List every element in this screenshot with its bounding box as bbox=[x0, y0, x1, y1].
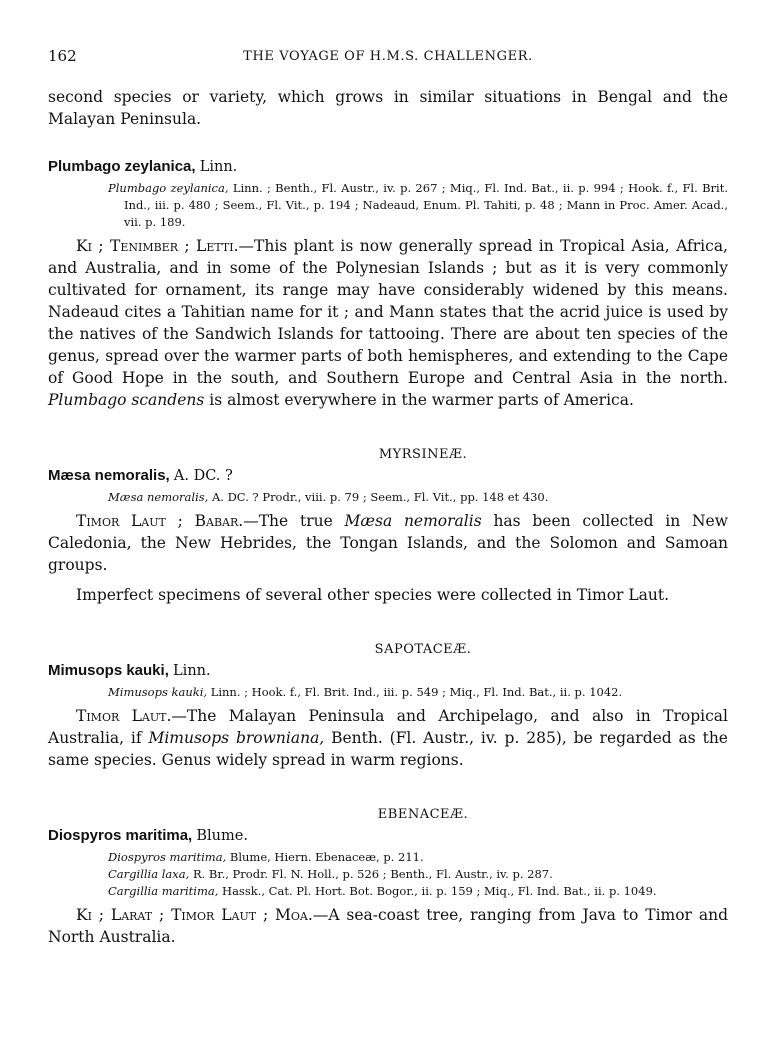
reference-line: Mimusops kauki, Linn. ; Hook. f., Fl. Brit. Ind., iii. p. 549 ; Miq., Fl. Ind. Bat., ii. p. 1042. bbox=[108, 685, 623, 699]
species-author: A. DC. ? bbox=[173, 468, 233, 484]
species-name: Diospyros maritima, bbox=[48, 827, 193, 844]
running-title: THE VOYAGE OF H.M.S. CHALLENGER. bbox=[243, 49, 533, 64]
references-maesa bbox=[108, 489, 728, 506]
species-heading-diospyros bbox=[48, 825, 728, 847]
reference-line: Mæsa nemoralis, A. DC. ? Prodr., viii. p. 79 ; Seem., Fl. Vit., pp. 148 et 430. bbox=[108, 490, 549, 504]
species-paragraph-mimusops: Timor Laut.—The Malayan Peninsula and Archipelago, and also in Tropical Australia, if Mimusops browniana, Benth. (Fl. Austr., iv. p. 285), be regarded as the same species. Genus widely spread in warm regions. bbox=[48, 707, 728, 769]
page-number: 162 bbox=[48, 47, 77, 65]
species-paragraph-diospyros: Ki ; Larat ; Timor Laut ; Moa.—A sea-coast tree, ranging from Java to Timor and North Australia. bbox=[48, 906, 728, 946]
continued-paragraph: second species or variety, which grows in similar situations in Bengal and the Malayan Peninsula. bbox=[48, 88, 728, 128]
references-plumbago bbox=[108, 180, 728, 231]
species-name: Mæsa nemoralis, bbox=[48, 467, 170, 484]
localities: Ki ; Larat ; Timor Laut ; Moa. bbox=[76, 906, 313, 924]
species-author: Linn. bbox=[173, 663, 211, 679]
species-paragraph-maesa: Timor Laut ; Babar.—The true Mæsa nemoralis has been collected in New Caledonia, the New Hebrides, the Tongan Islands, and the Solomon and Samoan groups. bbox=[48, 512, 728, 574]
note-paragraph: Imperfect specimens of several other species were collected in Timor Laut. bbox=[76, 586, 670, 604]
localities: Ki ; Tenimber ; Letti. bbox=[76, 237, 239, 255]
references-mimusops bbox=[108, 684, 728, 701]
reference-line: Diospyros maritima, Blume, Hiern. Ebenaceæ, p. 211. bbox=[108, 850, 424, 864]
species-heading-maesa bbox=[48, 465, 728, 487]
references-diospyros bbox=[108, 849, 728, 900]
page-body bbox=[48, 86, 728, 948]
species-author: Linn. bbox=[199, 159, 238, 175]
species-name: Plumbago zeylanica, bbox=[48, 158, 196, 175]
localities: Timor Laut. bbox=[76, 707, 172, 725]
localities: Timor Laut ; Babar. bbox=[76, 512, 244, 530]
reference-line: Plumbago zeylanica, Linn. ; Benth., Fl. Austr., iv. p. 267 ; Miq., Fl. Ind. Bat., ii. p. 994 ; Hook. f., Fl. Brit. Ind., iii. p. 480 ; Seem., Fl. Vit., p. 194 ; Nadeaud, Enum. Pl. Tahiti, p. 48 ; Mann in Proc. Amer. Acad., vii. p. 189. bbox=[108, 181, 728, 229]
species-heading-plumbago bbox=[48, 156, 728, 178]
species-heading-mimusops bbox=[48, 660, 728, 682]
reference-line: Cargillia maritima, Hassk., Cat. Pl. Hort. Bot. Bogor., ii. p. 159 ; Miq., Fl. Ind. Bat., ii. p. 1049. bbox=[108, 884, 657, 898]
family-heading-myrsineae: MYRSINEÆ. bbox=[378, 447, 468, 462]
species-author: Blume. bbox=[196, 828, 248, 844]
family-heading-ebenaceae: EBENACEÆ. bbox=[377, 807, 469, 822]
reference-line: Cargillia laxa, R. Br., Prodr. Fl. N. Holl., p. 526 ; Benth., Fl. Austr., iv. p. 287. bbox=[108, 867, 553, 881]
page-header bbox=[48, 47, 728, 71]
species-paragraph-plumbago: Ki ; Tenimber ; Letti.—This plant is now generally spread in Tropical Asia, Africa, and Australia, and in some of the Polynesian Islands ; but as it is very commonly cultivated for ornament, its range may have considerably widened by this means. Nadeaud cites a Tahitian name for it ; and Mann states that the acrid juice is used by the natives of the Sandwich Islands for tattooing. There are about ten species of the genus, spread over the warmer parts of both hemispheres, and extending to the Cape of Good Hope in the south, and Southern Europe and Central Asia in the north. Plumbago scandens is almost everywhere in the warmer parts of America. bbox=[48, 237, 728, 409]
species-name: Mimusops kauki, bbox=[48, 662, 169, 679]
family-heading-sapotaceae: SAPOTACEÆ. bbox=[374, 642, 472, 657]
